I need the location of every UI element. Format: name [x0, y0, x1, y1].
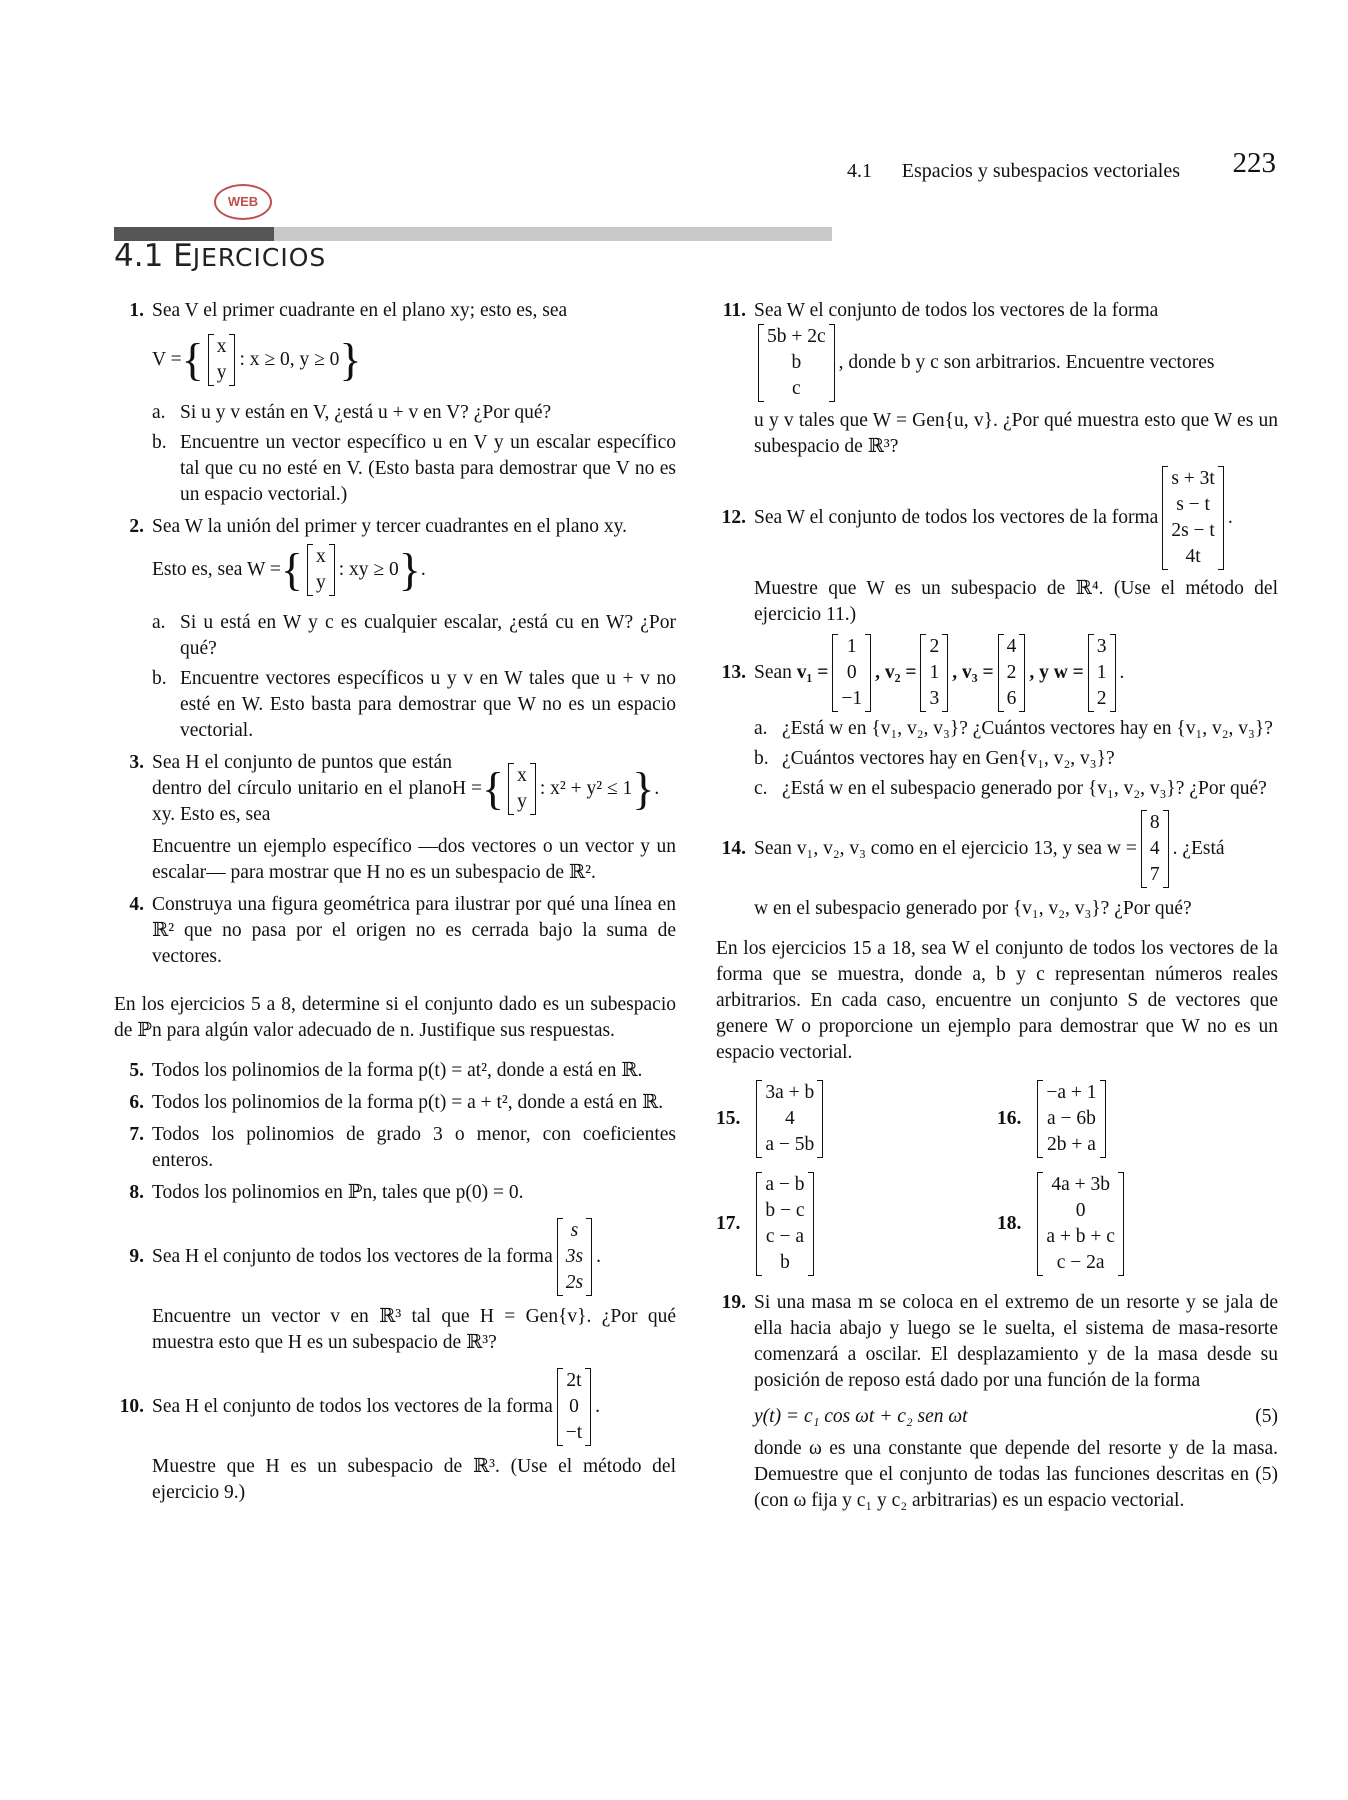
- vector-matrix: 5b + 2c b c: [758, 324, 835, 402]
- brace-open: {: [181, 334, 204, 385]
- brace-open: {: [280, 544, 303, 595]
- web-badge[interactable]: WEB: [214, 184, 272, 220]
- section-first-letter: E: [173, 238, 193, 274]
- exercise-number: 5.: [129, 1060, 144, 1081]
- exercise-18: [997, 1172, 1278, 1276]
- label-w: , y w =: [1029, 662, 1084, 683]
- exercise-number: 3.: [129, 752, 144, 773]
- exercise-text: Encuentre un vector v en ℝ³ tal que H = Gen{v}. ¿Por qué muestra esto que H es un subespacio de ℝ³?: [152, 1306, 676, 1353]
- exercise-intro: Sea H el conjunto de todos los vectores de la forma: [152, 1396, 553, 1417]
- sub-item-b: b. Encuentre vectores específicos u y v en W tales que u + v no esté en W. Esto basta para demostrar que W no es un espacio vectorial.: [152, 668, 676, 741]
- heading-bar-light: [274, 227, 832, 241]
- exercise-number: 13.: [721, 662, 746, 683]
- exercises-17-18: [716, 1172, 1278, 1276]
- exercise-intro-row: Sea H el conjunto de todos los vectores de la forma s 3s 2s .: [152, 1218, 676, 1296]
- exercise-number: 7.: [129, 1124, 144, 1145]
- equation: y(t) = c₁ cos ωt + c₂ sen ωt: [754, 1406, 968, 1427]
- exercise-number: 6.: [129, 1092, 144, 1113]
- exercise-number: 8.: [129, 1182, 144, 1203]
- label-v3: , v₃ =: [952, 662, 994, 683]
- vector-matrix: 3a + b 4 a − 5b: [756, 1080, 823, 1158]
- sub-item-b: b. ¿Cuántos vectores hay en Gen{v₁, v₂, v₃}?: [754, 748, 1115, 769]
- exercise-text: Todos los polinomios de grado 3 o menor, con coeficientes enteros.: [152, 1124, 676, 1171]
- exercise-number: 9.: [129, 1246, 144, 1267]
- exercise-2: [114, 514, 676, 744]
- sub-item-a: a. Si u está en W y c es cualquier escalar, ¿está cu en W? ¿Por qué?: [152, 612, 676, 659]
- exercise-number: 12.: [721, 507, 746, 528]
- label-v2: , v₂ =: [875, 662, 917, 683]
- display-lhs: V =: [152, 349, 182, 370]
- display-lhs: Esto es, sea W =: [152, 559, 281, 580]
- exercise-intro-row: Sea H el conjunto de puntos que están dentro del círculo unitario en el plano xy. Esto es, sea H = { x y : x² + y² ≤ 1 } .: [152, 750, 676, 828]
- exercise-text: Todos los polinomios en ℙn, tales que p(0) = 0.: [152, 1182, 524, 1203]
- exercise-text: Todos los polinomios de la forma p(t) = a + t², donde a está en ℝ.: [152, 1092, 664, 1113]
- exercise-intro: Sean v₁, v₂, v₃ como en el ejercicio 13, y sea w =: [754, 838, 1137, 859]
- equation-5: [754, 1404, 1278, 1430]
- exercise-number: 4.: [129, 894, 144, 915]
- exercise-number: 14.: [721, 838, 746, 859]
- vector-matrix: −a + 1 a − 6b 2b + a: [1037, 1080, 1105, 1158]
- exercise-number: 16.: [997, 1108, 1022, 1129]
- vector-v2: 2 1 3: [920, 634, 948, 712]
- exercise-text: Muestre que W es un subespacio de ℝ⁴. (Use el método del ejercicio 11.): [754, 578, 1278, 625]
- exercise-after-text: , donde b y c son arbitrarios. Encuentre vectores: [838, 352, 1215, 373]
- label-sean: Sean: [754, 662, 792, 683]
- exercise-16: [997, 1080, 1278, 1158]
- vector-matrix: a − b b − c c − a b: [756, 1172, 813, 1276]
- instructions-15-18: En los ejercicios 15 a 18, sea W el conjunto de todos los vectores de la forma que se muestra, donde a, b y c representan números reales arbitrarios. En cada caso, encuentre un conjunto S de vectores que genere W o proporcione un ejemplo para demostrar que W no es un espacio vectorial.: [716, 938, 1278, 1063]
- exercise-intro-row: Sea H el conjunto de todos los vectores de la forma 2t 0 −t .: [152, 1368, 676, 1446]
- exercises-15-16: [716, 1080, 1278, 1158]
- display-set: [152, 334, 676, 386]
- right-column: [716, 298, 1278, 1514]
- vector-w: 3 1 2: [1088, 634, 1116, 712]
- exercise-intro: Sea W el conjunto de todos los vectores de la forma: [754, 507, 1159, 528]
- vector-matrix: 4a + 3b 0 a + b + c c − 2a: [1037, 1172, 1124, 1276]
- exercise-intro: Sea V el primer cuadrante en el plano xy; esto es, sea: [152, 300, 568, 321]
- exercise-number: 10.: [119, 1396, 144, 1417]
- exercise-9: [114, 1218, 676, 1356]
- exercise-text: Si una masa m se coloca en el extremo de un resorte y se jala de ella hacia abajo y luego se le suelta, el sistema de masa-resorte comenzará a oscilar. El desplazamiento y de la masa desde su posición de reposo está dado por una función de la forma: [754, 1292, 1278, 1391]
- brace-close: }: [398, 544, 421, 595]
- vector-matrix: x y: [508, 763, 536, 815]
- exercise-number: 18.: [997, 1213, 1022, 1234]
- left-column: [114, 298, 676, 1512]
- exercise-3: [114, 750, 676, 886]
- exercise-after-text: . ¿Está: [1172, 838, 1225, 859]
- exercise-number: 17.: [716, 1213, 741, 1234]
- exercise-number: 15.: [716, 1108, 741, 1129]
- exercise-intro-row: Sea W el conjunto de todos los vectores de la forma s + 3t s − t 2s − t 4t .: [754, 466, 1278, 570]
- exercise-matrix-row: [754, 324, 1278, 402]
- vector-matrix: 2t 0 −t: [557, 1368, 591, 1446]
- brace-close: }: [632, 763, 655, 814]
- exercise-11: [716, 298, 1278, 460]
- label-v1: v₁ =: [796, 662, 829, 683]
- section-rest: JERCICIOS: [192, 243, 327, 272]
- exercise-intro-row: [754, 810, 1278, 888]
- page-number: 223: [1232, 147, 1276, 179]
- exercise-text: Todos los polinomios de la forma p(t) = at², donde a está en ℝ.: [152, 1060, 643, 1081]
- exercise-text: u y v tales que W = Gen{u, v}. ¿Por qué muestra esto que W es un subespacio de ℝ³?: [754, 410, 1278, 457]
- section-number: 4.1: [114, 238, 164, 274]
- vector-v1: 1 0 −1: [832, 634, 871, 712]
- exercise-text: w en el subespacio generado por {v₁, v₂, v₃}? ¿Por qué?: [754, 898, 1192, 919]
- brace-open: {: [481, 763, 505, 814]
- display-condition: : x ≥ 0, y ≥ 0: [239, 349, 340, 370]
- display-lhs: H =: [452, 778, 482, 799]
- exercise-8: [114, 1180, 676, 1206]
- vector-matrix: 8 4 7: [1141, 810, 1169, 888]
- exercise-19-continuation: donde ω es una constante que depende del resorte y de la masa. Demuestre que el conjunto de todas las funciones descritas en (5) (con ω fija y c₁ y c₂ arbitrarias) es un espacio vectorial.: [754, 1438, 1278, 1511]
- exercise-15: [716, 1080, 997, 1158]
- section-heading: [114, 238, 327, 274]
- exercise-number: 19.: [721, 1292, 746, 1313]
- exercise-14: [716, 810, 1278, 922]
- display-condition: : xy ≥ 0: [338, 559, 399, 580]
- exercise-intro: Sea W el conjunto de todos los vectores de la forma: [754, 300, 1159, 321]
- exercise-1: [114, 298, 676, 508]
- equation-number: (5): [1255, 1406, 1278, 1427]
- header-title: Espacios y subespacios vectoriales: [901, 160, 1180, 182]
- exercise-5: [114, 1058, 676, 1084]
- exercise-number: 1.: [129, 300, 144, 321]
- exercise-intro: Sea H el conjunto de todos los vectores de la forma: [152, 1246, 553, 1267]
- exercise-text: Construya una figura geométrica para ilustrar por qué una línea en ℝ² que no pasa por el origen no es cerrada bajo la suma de vectores.: [152, 894, 676, 967]
- sub-item-a: a. Si u y v están en V, ¿está u + v en V? ¿Por qué?: [152, 402, 552, 423]
- exercise-19: [716, 1290, 1278, 1394]
- sub-item-b: b. Encuentre un vector específico u en V y un escalar específico tal que cu no esté en V. (Esto basta para demostrar que V no es un espacio vectorial.): [152, 432, 676, 505]
- exercise-4: [114, 892, 676, 970]
- instructions-5-8: En los ejercicios 5 a 8, determine si el conjunto dado es un subespacio de ℙn para algún valor adecuado de n. Justifique sus respuestas.: [114, 994, 676, 1041]
- vector-matrix: x y: [208, 334, 236, 386]
- display-condition: : x² + y² ≤ 1: [539, 778, 633, 799]
- exercise-10: [114, 1368, 676, 1506]
- exercise-text: Muestre que H es un subespacio de ℝ³. (Use el método del ejercicio 9.): [152, 1456, 676, 1503]
- running-header: [0, 147, 1290, 190]
- vector-v3: 4 2 6: [998, 634, 1026, 712]
- exercise-number: 11.: [722, 300, 746, 321]
- vector-matrix: x y: [307, 544, 335, 596]
- exercise-text: Encuentre un ejemplo específico —dos vectores o un vector y un escalar— para mostrar que H no es un subespacio de ℝ².: [152, 836, 676, 883]
- vector-matrix: s + 3t s − t 2s − t 4t: [1162, 466, 1224, 570]
- exercise-intro: Sea W la unión del primer y tercer cuadrantes en el plano xy.: [152, 516, 628, 537]
- sub-item-c: c. ¿Está w en el subespacio generado por {v₁, v₂, v₃}? ¿Por qué?: [754, 778, 1267, 799]
- exercise-6: [114, 1090, 676, 1116]
- display-set: Esto es, sea W = { x y : xy ≥ 0 } .: [152, 544, 426, 595]
- vectors-row: Sean v₁ = 1 0 −1 , v₂ = 2 1 3 , v₃ = 4 2 6 , y w = 3 1 2 .: [754, 634, 1278, 712]
- exercise-intro: Sea H el conjunto de puntos que están dentro del círculo unitario en el plano xy. Esto es, sea: [152, 752, 452, 825]
- exercise-7: [114, 1122, 676, 1174]
- exercise-number: 2.: [129, 516, 144, 537]
- exercise-17: [716, 1172, 997, 1276]
- exercise-13: [716, 634, 1278, 802]
- exercise-12: [716, 466, 1278, 628]
- header-section: 4.1: [847, 160, 872, 182]
- vector-matrix: s 3s 2s: [557, 1218, 592, 1296]
- brace-close: }: [339, 334, 362, 385]
- sub-item-a: a. ¿Está w en {v₁, v₂, v₃}? ¿Cuántos vectores hay en {v₁, v₂, v₃}?: [754, 718, 1273, 739]
